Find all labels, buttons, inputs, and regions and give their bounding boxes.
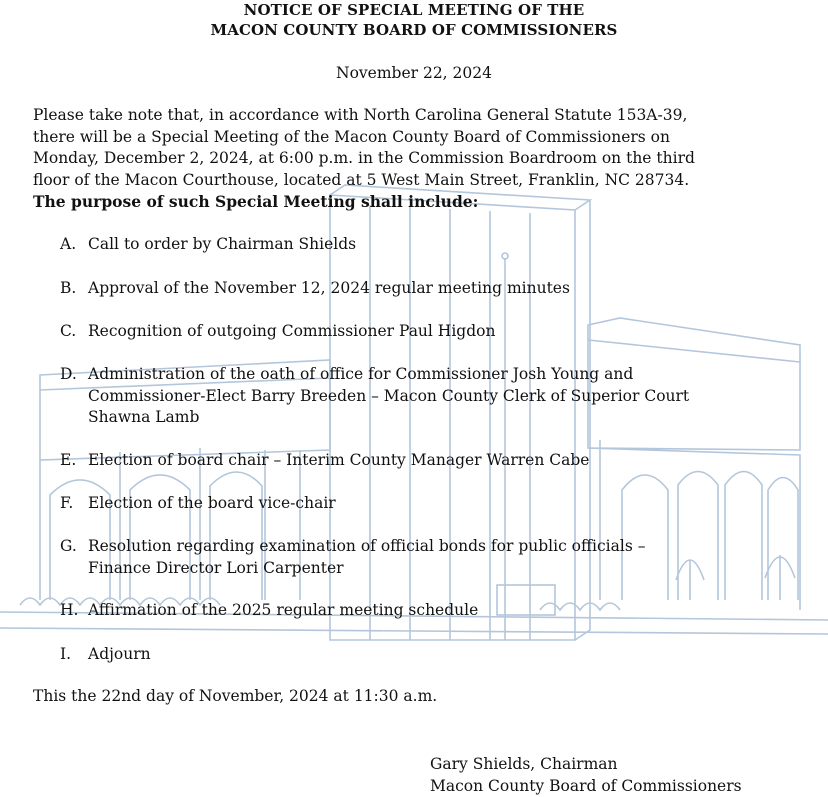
agenda-text: Call to order by Chairman Shields — [88, 235, 357, 253]
agenda-letter: A. — [60, 235, 77, 253]
agenda-letter: C. — [60, 322, 77, 340]
agenda-letter: B. — [60, 279, 77, 297]
agenda-text: Approval of the November 12, 2024 regular meeting minutes — [88, 279, 570, 297]
signature-block — [430, 753, 742, 797]
intro-line: there will be a Special Meeting of the Macon County Board of Commissioners on — [33, 127, 670, 146]
title-line-2: MACON COUNTY BOARD OF COMMISSIONERS — [210, 21, 618, 39]
notice-title — [0, 0, 828, 40]
signatory-org: Macon County Board of Commissioners — [430, 777, 742, 795]
agenda-text: Administration of the oath of office for Commissioner Josh Young and — [88, 365, 634, 383]
agenda-text: Election of board chair – Interim County Manager Warren Cabe — [88, 451, 590, 469]
agenda-text: Commissioner-Elect Barry Breeden – Macon County Clerk of Superior Court — [88, 386, 690, 405]
intro-line: Please take note that, in accordance with North Carolina General Statute 153A-39, — [33, 106, 688, 124]
signatory-name: Gary Shields, Chairman — [430, 755, 618, 773]
agenda-letter: G. — [60, 537, 77, 555]
agenda-letter: F. — [60, 494, 74, 512]
agenda-text: Finance Director Lori Carpenter — [88, 558, 344, 577]
intro-line: floor of the Macon Courthouse, located at 5 West Main Street, Franklin, NC 28734. — [33, 170, 690, 189]
agenda-letter: H. — [60, 601, 79, 619]
agenda-text: Adjourn — [88, 645, 151, 663]
intro-line: Monday, December 2, 2024, at 6:00 p.m. in the Commission Boardroom on the third — [33, 149, 695, 167]
agenda-text: Election of the board vice-chair — [88, 494, 336, 512]
agenda-text: Affirmation of the 2025 regular meeting schedule — [88, 601, 479, 619]
notice-date: November 22, 2024 — [336, 64, 492, 82]
agenda-text: Resolution regarding examination of official bonds for public officials – — [88, 537, 646, 555]
title-line-1: NOTICE OF SPECIAL MEETING OF THE — [243, 1, 585, 19]
intro-paragraph — [33, 105, 813, 213]
agenda-text: Shawna Lamb — [88, 408, 200, 426]
agenda-text: Recognition of outgoing Commissioner Paul Higdon — [88, 322, 496, 340]
closing-statement: This the 22nd day of November, 2024 at 11:30 a.m. — [33, 687, 438, 705]
agenda-letter: D. — [60, 365, 77, 383]
agenda-letter: E. — [60, 451, 77, 469]
agenda-letter: I. — [60, 645, 72, 663]
purpose-statement: The purpose of such Special Meeting shall include: — [33, 192, 479, 211]
